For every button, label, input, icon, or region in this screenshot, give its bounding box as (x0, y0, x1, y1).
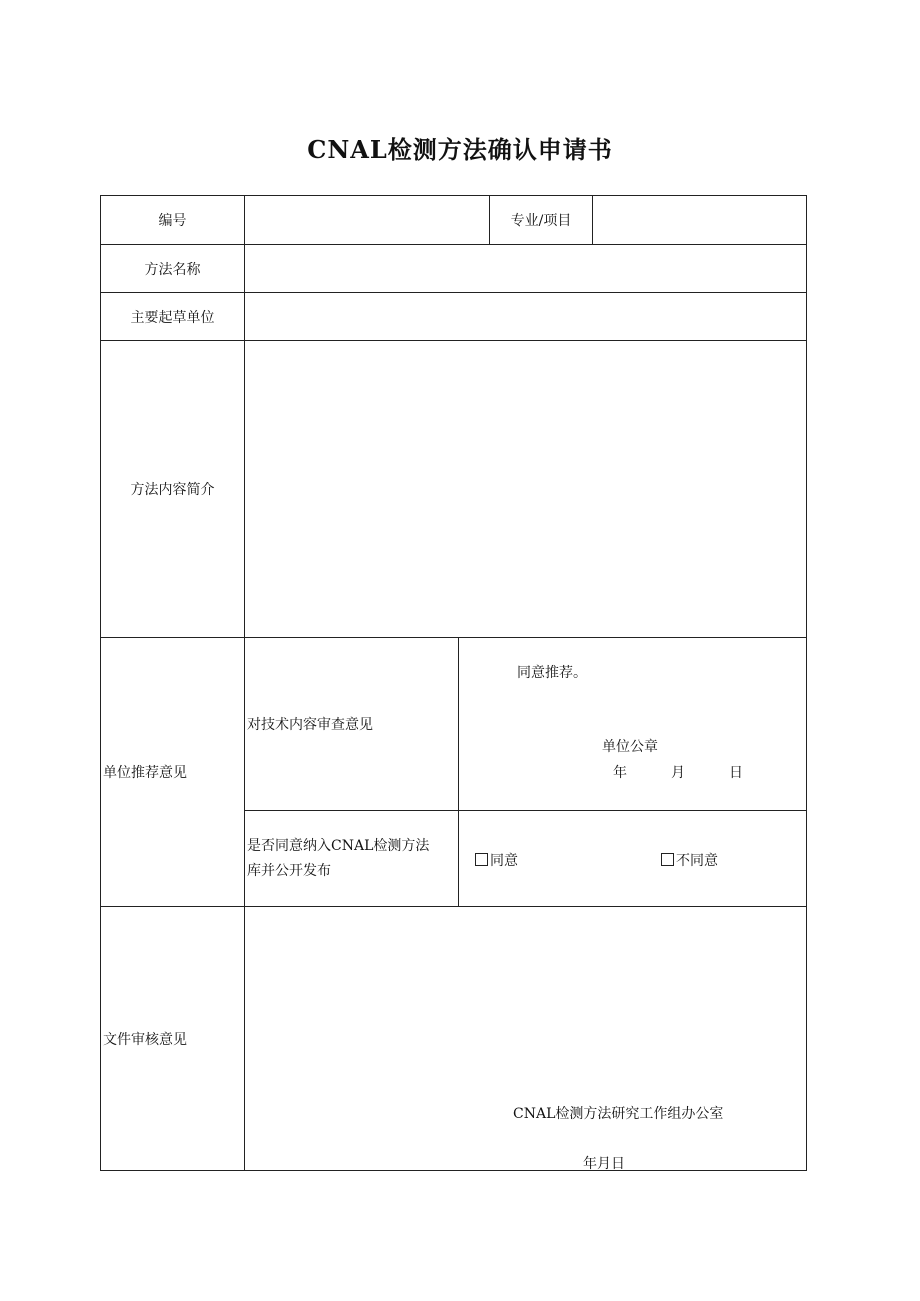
date-ymd-text: 年月日 (583, 1156, 625, 1172)
number-field[interactable] (245, 196, 490, 245)
office-name-text: CNAL检测方法研究工作组办公室 (513, 1106, 724, 1122)
include-options-cell (459, 811, 807, 907)
day-text: 日 (729, 765, 743, 781)
tech-review-label: 对技术内容审查意见 (245, 638, 459, 811)
doc-review-label: 文件审核意见 (101, 907, 245, 1171)
include-question-line2: 库并公开发布 (247, 862, 331, 879)
disagree-option[interactable] (661, 850, 718, 870)
content-intro-field[interactable] (245, 341, 807, 638)
include-question-cell (245, 811, 459, 907)
method-name-label: 方法名称 (101, 245, 245, 293)
agree-recommend-text: 同意推荐。 (517, 665, 587, 681)
row-doc-review (101, 907, 807, 1171)
content-intro-label: 方法内容简介 (101, 341, 245, 638)
disagree-checkbox[interactable] (661, 853, 674, 866)
row-content-intro (101, 341, 807, 638)
agree-option[interactable] (475, 850, 518, 870)
specialty-label: 专业/项目 (490, 196, 593, 245)
tech-review-opinion-cell[interactable] (459, 638, 807, 811)
agree-option-label: 同意 (490, 853, 518, 869)
disagree-option-label: 不同意 (676, 853, 718, 869)
year-text: 年 (613, 765, 627, 781)
agree-checkbox[interactable] (475, 853, 488, 866)
application-form-table (100, 195, 807, 1171)
include-question-line1: 是否同意纳入CNAL检测方法 (247, 837, 430, 854)
row-number (101, 196, 807, 245)
row-drafting-unit (101, 293, 807, 341)
month-text: 月 (671, 765, 685, 781)
method-name-field[interactable] (245, 245, 807, 293)
unit-seal-text: 单位公章 (602, 739, 658, 755)
unit-recommend-label: 单位推荐意见 (101, 638, 245, 907)
row-method-name (101, 245, 807, 293)
specialty-field[interactable] (593, 196, 807, 245)
number-label: 编号 (101, 196, 245, 245)
row-tech-review (101, 638, 807, 811)
page-title: CNAL检测方法确认申请书 (307, 135, 613, 164)
drafting-unit-field[interactable] (245, 293, 807, 341)
drafting-unit-label: 主要起草单位 (101, 293, 245, 341)
doc-review-opinion-cell[interactable] (245, 907, 807, 1171)
